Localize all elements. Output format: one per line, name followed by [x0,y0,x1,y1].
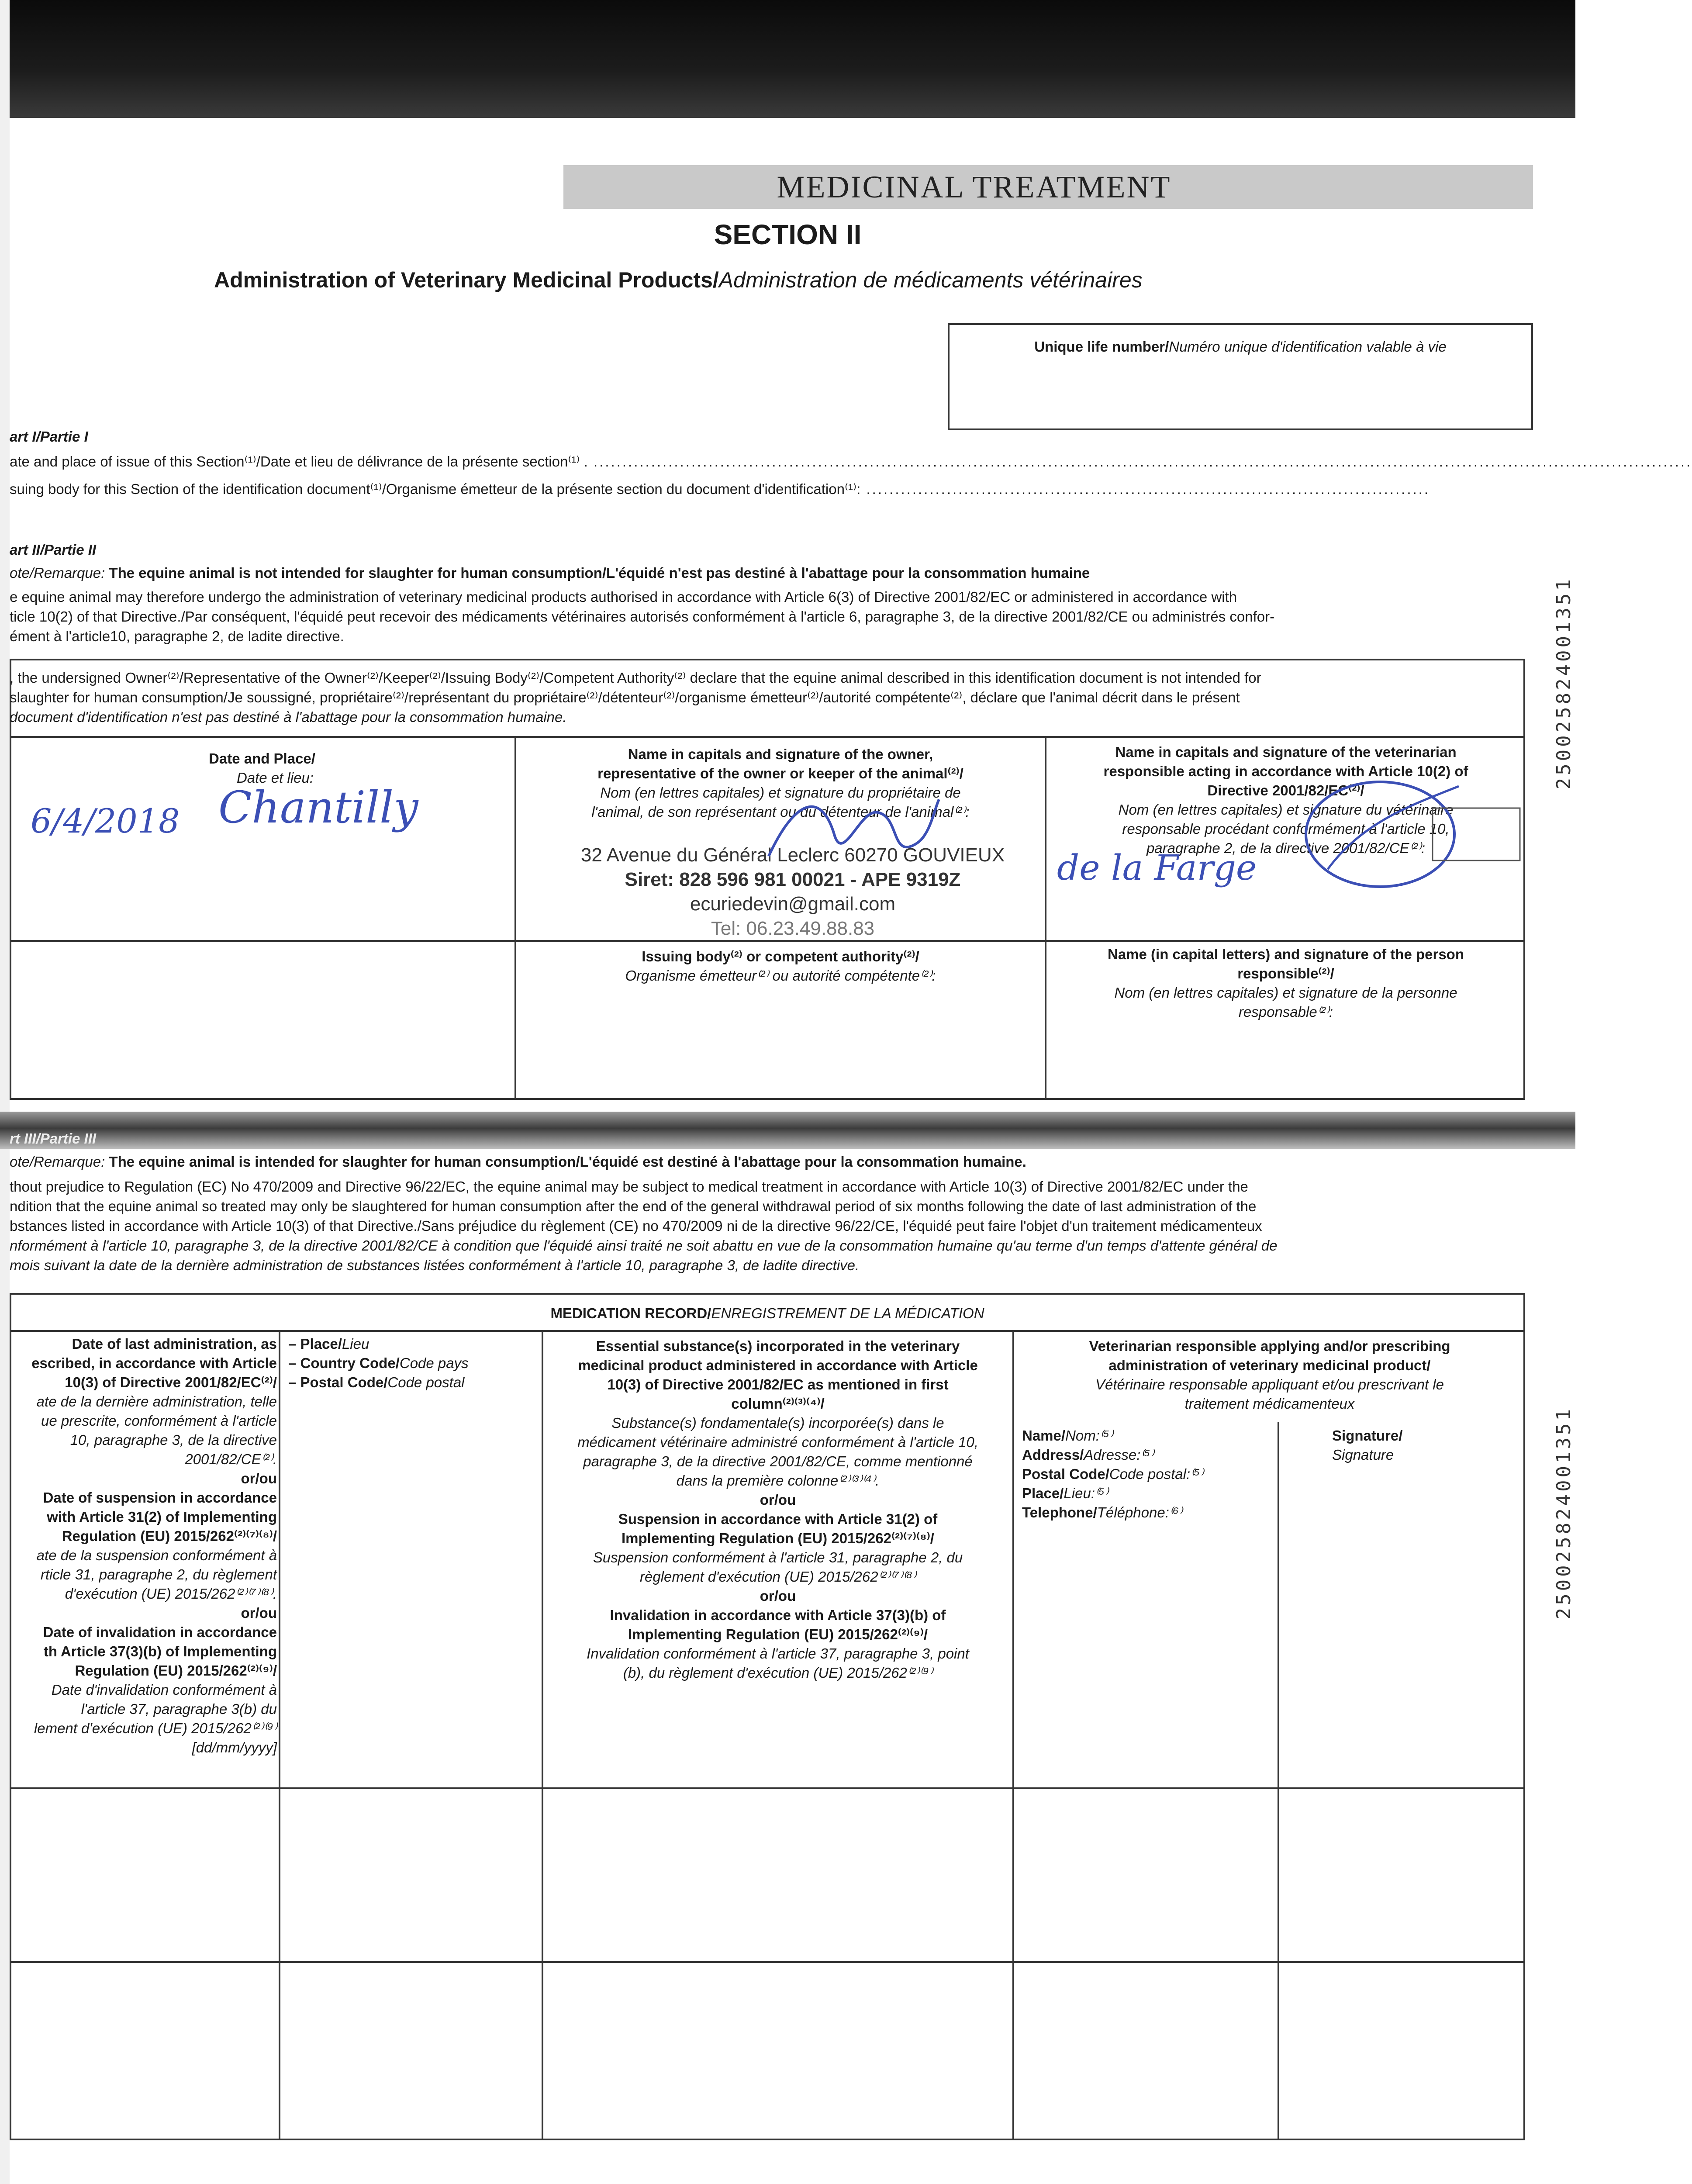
table-divider [10,1787,1525,1789]
subtitle-en: Administration of Veterinary Medicinal Products/ [214,268,719,292]
date-header-line: Regulation (EU) 2015/262⁽²⁾⁽⁷⁾⁽⁸⁾/ [62,1528,277,1544]
part3-remark: ote/Remarque: The equine animal is intended for slaughter for human consumption/L'équidé est destiné à l'abattage pour la consommation humaine. [10,1154,1026,1170]
place-header-line: – Place/Lieu [288,1336,369,1352]
date-header-line: or/ou [241,1470,277,1486]
substance-header-line: column⁽²⁾⁽³⁾⁽⁴⁾/ [731,1396,825,1412]
part2-text-line-2: ticle 10(2) of that Directive./Par conséquent, l'équidé peut recevoir des médicaments vétérinaires autorisés conformément à l'article 6, paragraphe 3, de la directive 2001/82/CE ou administrés confor- [10,608,1275,625]
medicinal-treatment-title: MEDICINAL TREATMENT [777,169,1171,204]
table-divider [10,736,1525,738]
table-divider [1278,1422,1279,2140]
date-header-line: lement d'exécution (UE) 2015/262⁽²⁾⁽⁹⁾ [34,1720,277,1736]
side-serial-number: 250025824001351 [1553,577,1575,790]
vet-field-label: Place/Lieu:⁽⁵⁾ [1022,1485,1108,1501]
substance-header-line: Substance(s) fondamentale(s) incorporée(s) dans le [611,1415,944,1431]
date-place-en: Date and Place/ [209,750,315,767]
part3-text-line-4: nformément à l'article 10, paragraphe 3, de la directive 2001/82/CE à condition que l'équidé ainsi traité ne soit abattu en vue de la consommation humaine qu'au terme d'un temps d'attente général de [10,1237,1278,1254]
vet-header-line: Veterinarian responsible applying and/or prescribing [1089,1338,1450,1354]
date-header-line: ue prescrite, conformément à l'article [41,1413,277,1429]
part1-issue-date-line: ate and place of issue of this Section⁽¹⁾/Date et lieu de délivrance de la présente section⁽¹⁾ . ............................................................................................................................................................................................... [10,453,1692,470]
date-header-line: 10(3) of Directive 2001/82/EC⁽²⁾/ [65,1374,277,1390]
col-place-header [288,1334,537,1392]
table-divider [279,1330,280,2140]
substance-header-line: paragraphe 3, de la directive 2001/82/CE, comme mentionné [583,1453,973,1469]
side-serial-number: 250025824001351 [1553,1406,1575,1620]
part2-text-line-1: e equine animal may therefore undergo the administration of veterinary medicinal products authorised in accordance with Article 6(3) of Directive 2001/82/EC or administered in accordance with [10,589,1237,605]
unique-life-number-box [948,323,1533,430]
declaration-line-2: slaughter for human consumption/Je soussigné, propriétaire⁽²⁾/représentant du propriétaire⁽²⁾/détenteur⁽²⁾/organisme émetteur⁽²⁾/autorité compétente⁽²⁾, déclare que l'animal décrit dans le présent [10,689,1240,705]
table-divider [10,1961,1525,1963]
date-header-line: rticle 31, paragraphe 2, du règlement [40,1566,277,1583]
vet-field-label: Postal Code/Code postal:⁽⁵⁾ [1022,1466,1204,1482]
responsible-person-header: Name (in capital letters) and signature of the person responsible⁽²⁾/ Nom (en lettres capitales) et signature de la personne responsable⁽²⁾: [1108,946,1464,1020]
vet-field-label: Name/Nom:⁽⁵⁾ [1022,1427,1113,1444]
substance-header-line: Invalidation in accordance with Article 37(3)(b) of [610,1607,946,1623]
date-header-line: Date of invalidation in accordance [43,1624,277,1640]
date-header-line: l'article 37, paragraphe 3(b) du [81,1701,277,1717]
date-header-line: th Article 37(3)(b) of Implementing [43,1643,277,1659]
declaration-line-3: document d'identification n'est pas destiné à l'abattage pour la consommation humaine. [10,709,567,725]
substance-header-line: Invalidation conformément à l'article 37, paragraphe 3, point [587,1645,969,1662]
part3-text-line-5: mois suivant la date de la dernière administration de substances listées conformément à l'article 10, paragraphe 3, de ladite directive. [10,1257,860,1273]
substance-header-line: or/ou [760,1492,796,1508]
declaration-line-1: , the undersigned Owner⁽²⁾/Representative of the Owner⁽²⁾/Keeper⁽²⁾/Issuing Body⁽²⁾/Competent Authority⁽²⁾ declare that the equine animal described in this identification document is not intended for [10,670,1261,686]
date-header-line: ate de la suspension conformément à [36,1547,277,1563]
medication-record-title: MEDICATION RECORD/ENREGISTREMENT DE LA MÉDICATION [550,1305,984,1321]
date-header-line: [dd/mm/yyyy] [192,1739,277,1755]
part1-title: art I/Partie I [10,429,88,445]
vet-field-label: Telephone/Téléphone:⁽⁶⁾ [1022,1504,1182,1521]
vet-stamp-icon [1302,769,1529,900]
section-title: SECTION II [714,219,862,250]
date-header-line: or/ou [241,1605,277,1621]
date-header-line: Date d'invalidation conformément à [51,1682,277,1698]
substance-header-line: règlement d'exécution (UE) 2015/262⁽²⁾⁽⁷⁾⁽⁸⁾ [639,1569,916,1585]
substance-header-line: Suspension in accordance with Article 31(2) of [618,1511,938,1527]
handwritten-date: 6/4/2018 [31,802,180,840]
vet-header-line: administration of veterinary medicinal product/ [1108,1357,1431,1373]
scan-dark-edge [0,0,1575,118]
substance-header-line: dans la première colonne⁽²⁾⁽³⁾⁽⁴⁾. [676,1472,880,1489]
substance-header-line: 10(3) of Directive 2001/82/EC as mentioned in first [607,1376,949,1393]
page-fold-shadow [0,1112,1575,1149]
vet-header-line: Vétérinaire responsable appliquant et/ou prescrivant le [1095,1376,1444,1393]
subtitle-fr: Administration de médicaments vétérinaires [718,268,1143,292]
substance-header-line: Suspension conformément à l'article 31, paragraphe 2, du [593,1549,963,1565]
place-header-line: – Postal Code/Code postal [288,1374,465,1390]
substance-header-line: (b), du règlement d'exécution (UE) 2015/262⁽²⁾⁽⁹⁾ [623,1665,933,1681]
substance-header-line: médicament vétérinaire administré conformément à l'article 10, [577,1434,978,1450]
date-header-line: Date of suspension in accordance [43,1489,277,1506]
vet-header-line: traitement médicamenteux [1184,1396,1355,1412]
signature-header: Signature/ Signature [1332,1427,1403,1463]
handwritten-place: Chantilly [218,782,418,833]
part3-text-line-2: ndition that the equine animal so treated may only be slaughtered for human consumption after the end of the general withdrawal period of six months following the date of last administration of the [10,1198,1257,1214]
date-header-line: 10, paragraphe 3, de la directive [70,1432,277,1448]
date-header-line: 2001/82/CE⁽²⁾. [185,1451,277,1467]
part3-text-line-3: bstances listed in accordance with Article 10(3) of that Directive./Sans préjudice du règlement (CE) no 470/2009 ni de la directive 96/22/CE, l'équidé peut faire l'objet d'un traitement médicamenteux [10,1218,1262,1234]
issuing-body-header: Issuing body⁽²⁾ or competent authority⁽²⁾/ Organisme émetteur⁽²⁾ ou autorité compétente⁽²⁾: [625,948,936,984]
owner-stamp: 32 Avenue du Général Leclerc 60270 GOUVIEUX Siret: 828 596 981 00021 - APE 9319Z ecuriedevin@gmail.com Tel: 06.23.49.88.83 [580,844,1005,939]
handwritten-vet-name: de la Farge [1057,847,1257,888]
substance-header-line: or/ou [760,1588,796,1604]
part3-title: rt III/Partie III [10,1130,97,1147]
col-vet-header [1014,1337,1525,1413]
col-date-header [10,1334,277,1757]
vet-signature-header: Name in capitals and signature of the veterinarian responsible acting in accordance with Article 10(2) of Directive 2001/82/EC⁽²⁾/ Nom (en lettres capitales) et signature du vétérinaire responsable procédant conformément à l'article 10, paragraphe 2, de la directive 2001/82/CE⁽²⁾: [1103,744,1468,856]
part2-text-line-3: ément à l'article10, paragraphe 2, de ladite directive. [10,628,344,644]
date-header-line: d'exécution (UE) 2015/262⁽²⁾⁽⁷⁾⁽⁸⁾. [65,1586,277,1602]
section-subtitle [214,267,1437,293]
unique-life-number-label: Unique life number/Numéro unique d'identification valable à vie [1034,339,1447,355]
part3-text-line-1: thout prejudice to Regulation (EC) No 470/2009 and Directive 96/22/EC, the equine animal may be subject to medical treatment in accordance with Article 10(3) of Directive 2001/82/EC under the [10,1178,1248,1195]
vet-field-label: Address/Adresse:⁽⁵⁾ [1022,1447,1154,1463]
part2-title: art II/Partie II [10,542,97,558]
place-header-line: – Country Code/Code pays [288,1355,469,1371]
substance-header-line: Essential substance(s) incorporated in the veterinary [596,1338,960,1354]
date-header-line: escribed, in accordance with Article [31,1355,277,1371]
date-place-fr: Date et lieu: [236,770,314,786]
table-divider [1012,1330,1014,2140]
substance-header-line: Implementing Regulation (EU) 2015/262⁽²⁾⁽⁷⁾⁽⁸⁾/ [622,1530,934,1546]
date-header-line: Date of last administration, as [72,1336,277,1352]
part1-issuing-body-line: suing body for this Section of the identification document⁽¹⁾/Organisme émetteur de la présente section du document d'identification⁽¹⁾: .................................................................................................. [10,481,1430,497]
date-header-line: Regulation (EU) 2015/262⁽²⁾⁽⁹⁾/ [75,1662,277,1679]
scan-left-edge [0,0,10,2184]
substance-header-line: medicinal product administered in accordance with Article [578,1357,978,1373]
table-divider [10,1330,1525,1332]
date-header-line: ate de la dernière administration, telle [36,1393,277,1410]
substance-header-line: Implementing Regulation (EU) 2015/262⁽²⁾⁽⁹⁾/ [628,1626,928,1642]
owner-signature-header: Name in capitals and signature of the owner, representative of the owner or keeper of the animal⁽²⁾/ Nom (en lettres capitales) et signature du propriétaire de l'animal, de son représentant ou du détenteur de l'animal⁽²⁾: [591,746,970,820]
part2-remark: ote/Remarque: The equine animal is not intended for slaughter for human consumption/L'équidé n'est pas destiné à l'abattage pour la consommation humaine [10,565,1090,581]
vet-fields [1022,1426,1275,1522]
date-header-line: with Article 31(2) of Implementing [47,1509,277,1525]
col-substance-header [543,1337,1012,1683]
signature-scribble-icon [760,782,943,878]
